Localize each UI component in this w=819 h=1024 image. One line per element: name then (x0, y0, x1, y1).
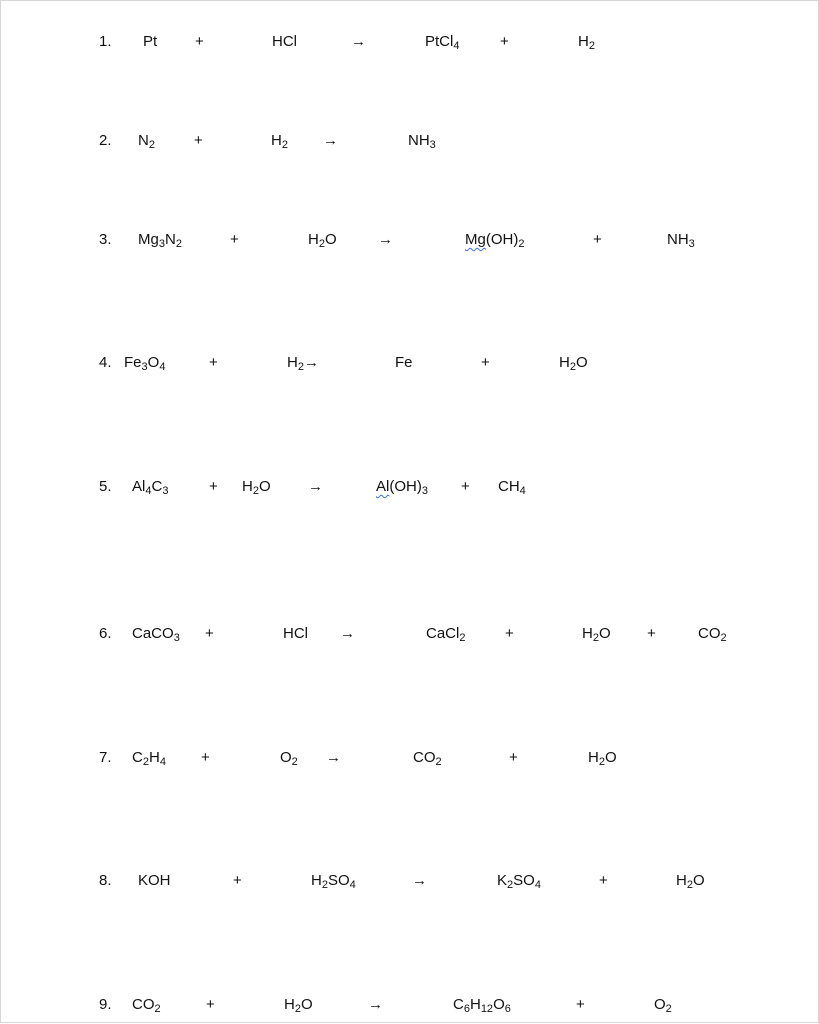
plus-sign: + (201, 749, 210, 766)
plus-sign: + (481, 354, 490, 371)
formula: $CO_2$ (413, 749, 442, 768)
formula: $H_2O$ (582, 625, 611, 644)
formula: HCl (272, 33, 297, 50)
formula: $H_2\to$ (287, 354, 319, 373)
equation-number: 4. (99, 354, 112, 371)
formula: $C_2H_4$ (132, 749, 166, 768)
equation-number: 7. (99, 749, 112, 766)
formula: $H_2$ (578, 33, 595, 52)
formula: KOH (138, 872, 171, 889)
arrow: → (368, 996, 383, 1013)
plus-sign: + (505, 625, 514, 642)
plus-sign: + (593, 231, 602, 248)
arrow: → (323, 132, 338, 149)
formula: $Al(OH)_3$ (376, 478, 428, 497)
plus-sign: + (576, 996, 585, 1013)
formula: $CO_2$ (698, 625, 727, 644)
equation-1 (1, 32, 819, 56)
formula: $Mg_3N_2$ (138, 231, 182, 250)
equation-number: 8. (99, 872, 112, 889)
formula: $C_6H_{12}O_6$ (453, 996, 511, 1015)
plus-sign: + (647, 625, 656, 642)
plus-sign: + (194, 132, 203, 149)
plus-sign: + (599, 872, 608, 889)
formula: PtCl$_4$ (425, 33, 460, 52)
formula: $H_2$ (271, 132, 288, 151)
plus-sign: + (500, 33, 509, 50)
equation-number: 6. (99, 625, 112, 642)
formula: $H_2O$ (284, 996, 313, 1015)
arrow: → (326, 749, 341, 766)
formula: $H_2SO_4$ (311, 872, 356, 891)
formula: $Al_4C_3$ (132, 478, 169, 497)
formula: $Fe_3O_4$ (124, 354, 166, 373)
equation-number: 1. (99, 33, 112, 50)
equation-number: 2. (99, 132, 112, 149)
equation-number: 3. (99, 231, 112, 248)
equation-6 (1, 624, 819, 648)
arrow: → (351, 33, 366, 50)
plus-sign: + (461, 478, 470, 495)
formula: $H_2O$ (308, 231, 337, 250)
formula: $O_2$ (280, 749, 298, 768)
plus-sign: + (209, 478, 218, 495)
equation-2 (1, 131, 819, 155)
formula: Pt (143, 33, 158, 50)
formula: $N_2$ (138, 132, 155, 151)
formula: $CO_2$ (132, 996, 161, 1015)
formula: $CH_4$ (498, 478, 526, 497)
arrow: → (412, 872, 427, 889)
formula: HCl (283, 625, 308, 642)
plus-sign: + (195, 33, 204, 50)
formula: $H_2O$ (588, 749, 617, 768)
plus-sign: + (206, 996, 215, 1013)
equation-5 (1, 477, 819, 501)
formula: CaCO$_3$ (132, 625, 180, 644)
arrow: → (378, 231, 393, 248)
equation-9 (1, 995, 819, 1019)
plus-sign: + (230, 231, 239, 248)
plus-sign: + (233, 872, 242, 889)
equation-number: 9. (99, 996, 112, 1013)
formula: $K_2SO_4$ (497, 872, 541, 891)
formula: $O_2$ (654, 996, 672, 1015)
formula: $Mg(OH)_2$ (465, 231, 525, 250)
formula: CaCl$_2$ (426, 625, 466, 644)
equation-8 (1, 871, 819, 895)
formula: $H_2O$ (242, 478, 271, 497)
arrow: → (308, 478, 323, 495)
equation-7 (1, 748, 819, 772)
formula: $NH_3$ (408, 132, 436, 151)
equation-4 (1, 353, 819, 377)
plus-sign: + (509, 749, 518, 766)
plus-sign: + (209, 354, 218, 371)
equation-number: 5. (99, 478, 112, 495)
formula: Fe (395, 354, 413, 371)
arrow: → (340, 625, 355, 642)
formula: $H_2O$ (559, 354, 588, 373)
formula: $NH_3$ (667, 231, 695, 250)
formula: $H_2O$ (676, 872, 705, 891)
plus-sign: + (205, 625, 214, 642)
equation-3 (1, 230, 819, 254)
